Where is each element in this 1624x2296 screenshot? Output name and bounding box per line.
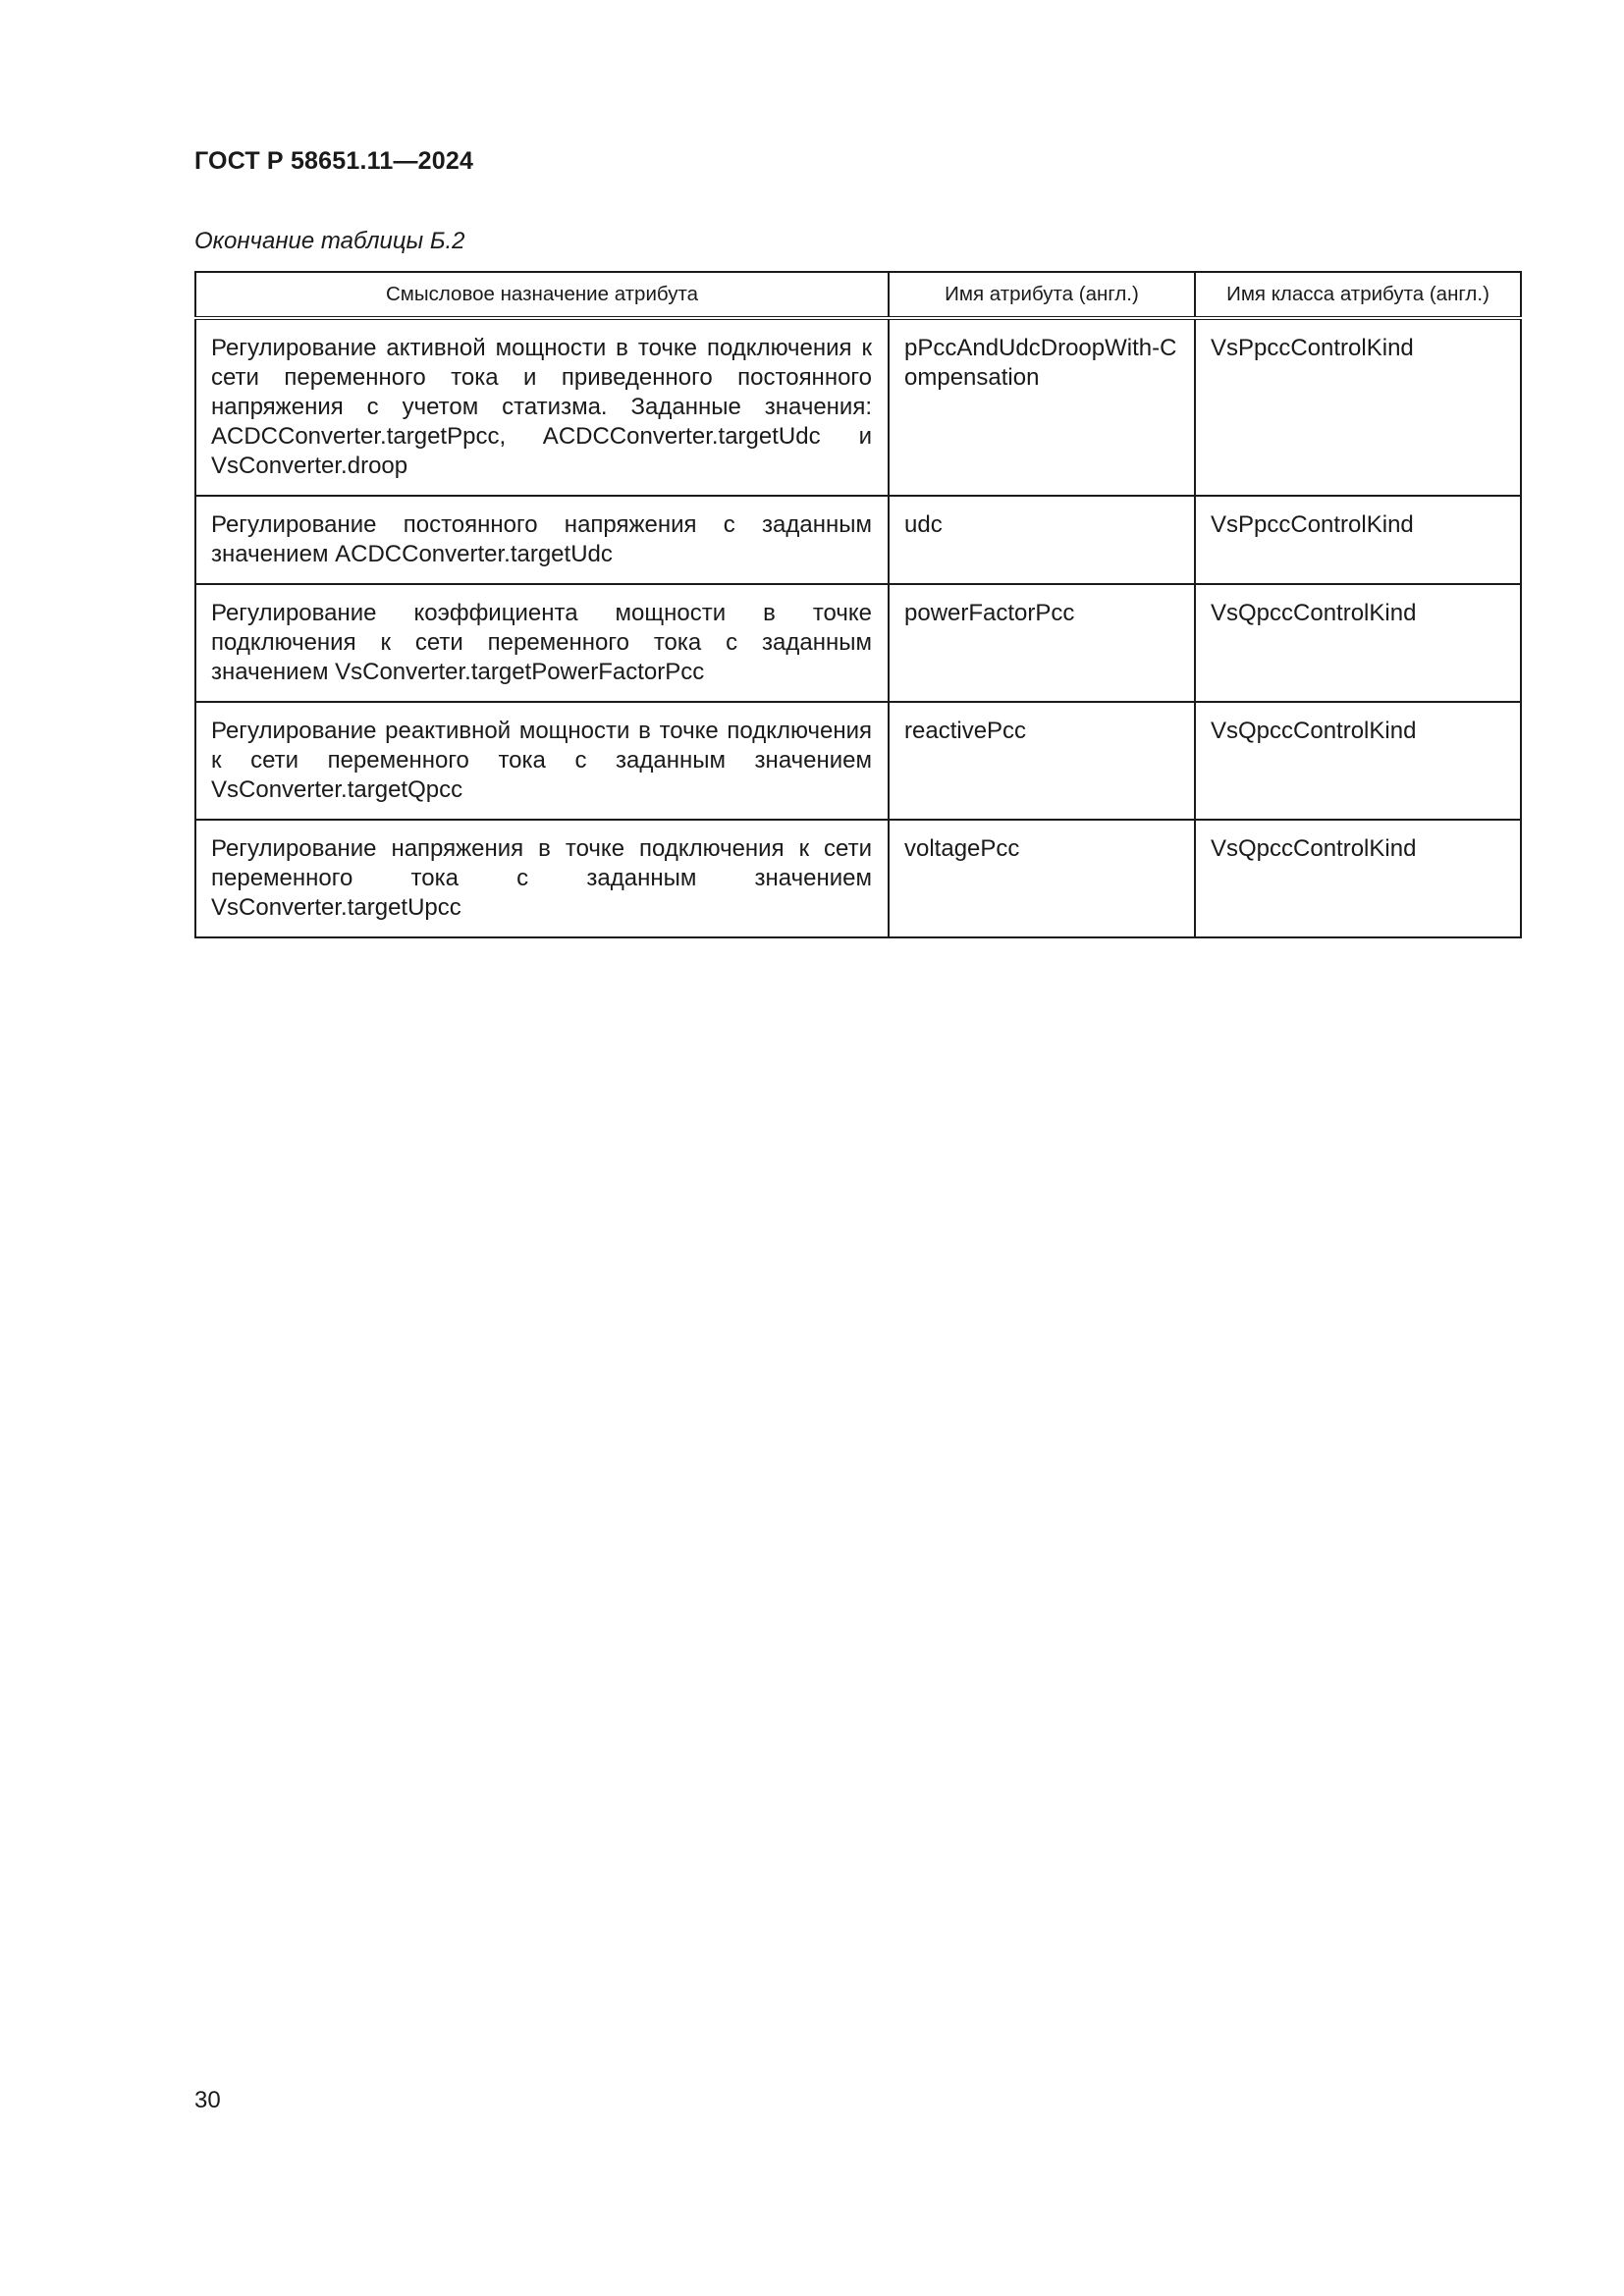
cell-attribute-name: udc [889,496,1195,584]
cell-class-name: VsPpccControlKind [1195,318,1521,496]
cell-meaning: Регулирование активной мощности в точке подключения к сети переменного тока и приведенного постоянного напряжения с учетом статизма. Заданные значения: ACDCConverter.targetPpcc, ACDCConverter.targetUdc и VsConverter.droop [195,318,889,496]
cell-attribute-name: voltagePcc [889,820,1195,937]
cell-attribute-name: pPccAndUdcDroopWith-Compensation [889,318,1195,496]
cell-class-name: VsQpccControlKind [1195,702,1521,820]
cell-class-name: VsQpccControlKind [1195,584,1521,702]
table-row [195,496,1521,584]
table-caption: Окончание таблицы Б.2 [194,228,465,254]
attribute-table [194,271,1522,938]
table-row [195,820,1521,937]
table-header-row [195,272,1521,318]
column-header-class-name: Имя класса атрибута (англ.) [1195,272,1521,318]
cell-meaning: Регулирование напряжения в точке подключения к сети переменного тока с заданным значением VsConverter.targetUpcc [195,820,889,937]
cell-meaning: Регулирование коэффициента мощности в точке подключения к сети переменного тока с заданным значением VsConverter.targetPowerFactorPcc [195,584,889,702]
cell-class-name: VsPpccControlKind [1195,496,1521,584]
table-row [195,584,1521,702]
cell-class-name: VsQpccControlKind [1195,820,1521,937]
cell-attribute-name: powerFactorPcc [889,584,1195,702]
column-header-attribute-name: Имя атрибута (англ.) [889,272,1195,318]
cell-attribute-name: reactivePcc [889,702,1195,820]
table-row [195,318,1521,496]
cell-meaning: Регулирование реактивной мощности в точке подключения к сети переменного тока с заданным значением VsConverter.targetQpcc [195,702,889,820]
column-header-meaning: Смысловое назначение атрибута [195,272,889,318]
table-row [195,702,1521,820]
page-number: 30 [194,2087,221,2113]
cell-meaning: Регулирование постоянного напряжения с заданным значением ACDCConverter.targetUdc [195,496,889,584]
document-header: ГОСТ Р 58651.11—2024 [194,147,474,175]
